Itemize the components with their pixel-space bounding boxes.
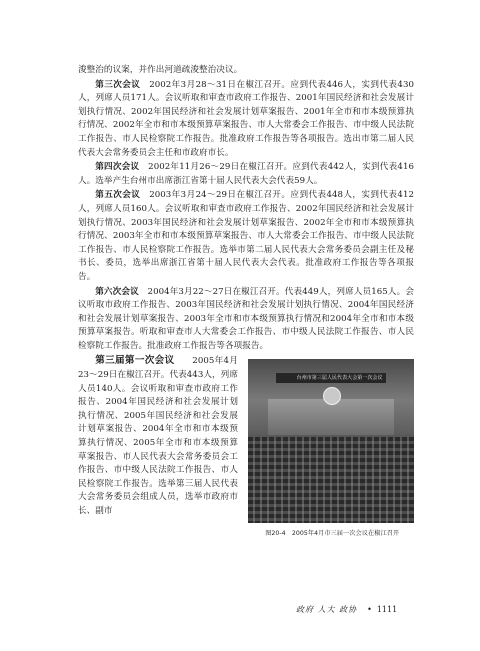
paragraph-text: 浚整治的议案，并作出河道疏浚整治决议。 [78,65,243,75]
photo-banner: 台州市第三届人民代表大会第一次会议 [276,373,386,383]
paragraph-session-6 [78,286,414,354]
paragraph-session-5 [78,189,414,284]
page-footer [296,604,426,615]
photo-audience [248,437,414,523]
session-heading: 第三次会议 [95,79,141,90]
paragraph-text: 2004年3月22～27日在椒江召开。代表449人，列席人员165人。会议听取市政府工作报告、2003年国民经济和社会发展计划执行情况、2004年国民经济和社会发展计划草案报告、2003年全市和市本级预算执行情况和2004年全市和市本级预算草案报告。听取和审查市人大常委会工作报告、市中级人民法院工作报告、市人民检察院工作报告。批准政府工作报告等各项报告。 [78,286,414,351]
session-heading: 第六次会议 [95,286,139,297]
paragraph-text: 2002年3月28～31日在椒江召开。应到代表446人，实到代表430人，列席人员171人。会议听取和审查市政府工作报告、2001年国民经济和社会发展计划执行情况、2002年国民经济和社会发展计划草案报告、2001年全市和市本级预算执行情况、2002年全市和市本级预算草案报告、市人大常委会工作报告、市中级人民法院工作报告、市人民检察院工作报告。批准政府工作报告等各项报告。选出市第二届人民代表大会常务委员会主任和市政府市长。 [78,79,414,158]
session-heading: 第四次会议 [95,162,140,173]
paragraph-third-term-first-session [78,354,414,538]
meeting-photo [248,359,414,523]
article-body [78,64,414,546]
page-number: 1111 [376,605,398,614]
session-heading: 第三届第一次会议 [95,355,175,367]
figure-block [248,359,414,544]
footer-bullet: • [367,605,372,614]
figure-caption: 图20-4 2005年4月市三届一次会议在椒江召开 [265,530,400,538]
footer-section-title: 政府 人大 政协 [296,605,358,614]
paragraph-text: 2002年11月26～29日在椒江召开。应到代表442人，实到代表416人。选举产生台州市出席浙江省第十届人民代表大会代表59人。 [78,162,414,186]
paragraph-session-4 [78,161,414,188]
paragraph-session-3 [78,79,414,161]
paragraph-text: 2003年3月24～29日在椒江召开。应到代表448人，实到代表412人，列席人员160人。会议听取和审查市政府工作报告、2002年国民经济和社会发展计划执行情况、2003年国民经济和社会发展计划草案报告、2002年全市和市本级预算执行情况、2003年全市和市本级预算草案报告、市人大常委会工作报告、市中级人民法院工作报告、市人民检察院工作报告。选举市第二届人民代表大会常务委员会副主任及秘书长、委员，选举出席浙江省第十届人民代表大会代表。批准政府工作报告等各项报告。 [78,190,414,282]
paragraph-text: 2005年4月23～29日在椒江召开。代表443人，列席人员140人。会议听取和审查市政府工作报告、2004年国民经济和社会发展计划执行情况、2005年国民经济和社会发展计划草案报告、2004年全市和市本级预算执行情况、2005年全市和市本级预算草案报告、市人民代表大会常务委员会工作报告、市中级人民法院工作报告、市人民检察院工作报告。选举第三届人民代表大会常务委员会组成人员，选举市政府市长、副市 [78,356,238,516]
session-heading: 第五次会议 [95,190,141,201]
paragraph-continuation [78,64,414,78]
